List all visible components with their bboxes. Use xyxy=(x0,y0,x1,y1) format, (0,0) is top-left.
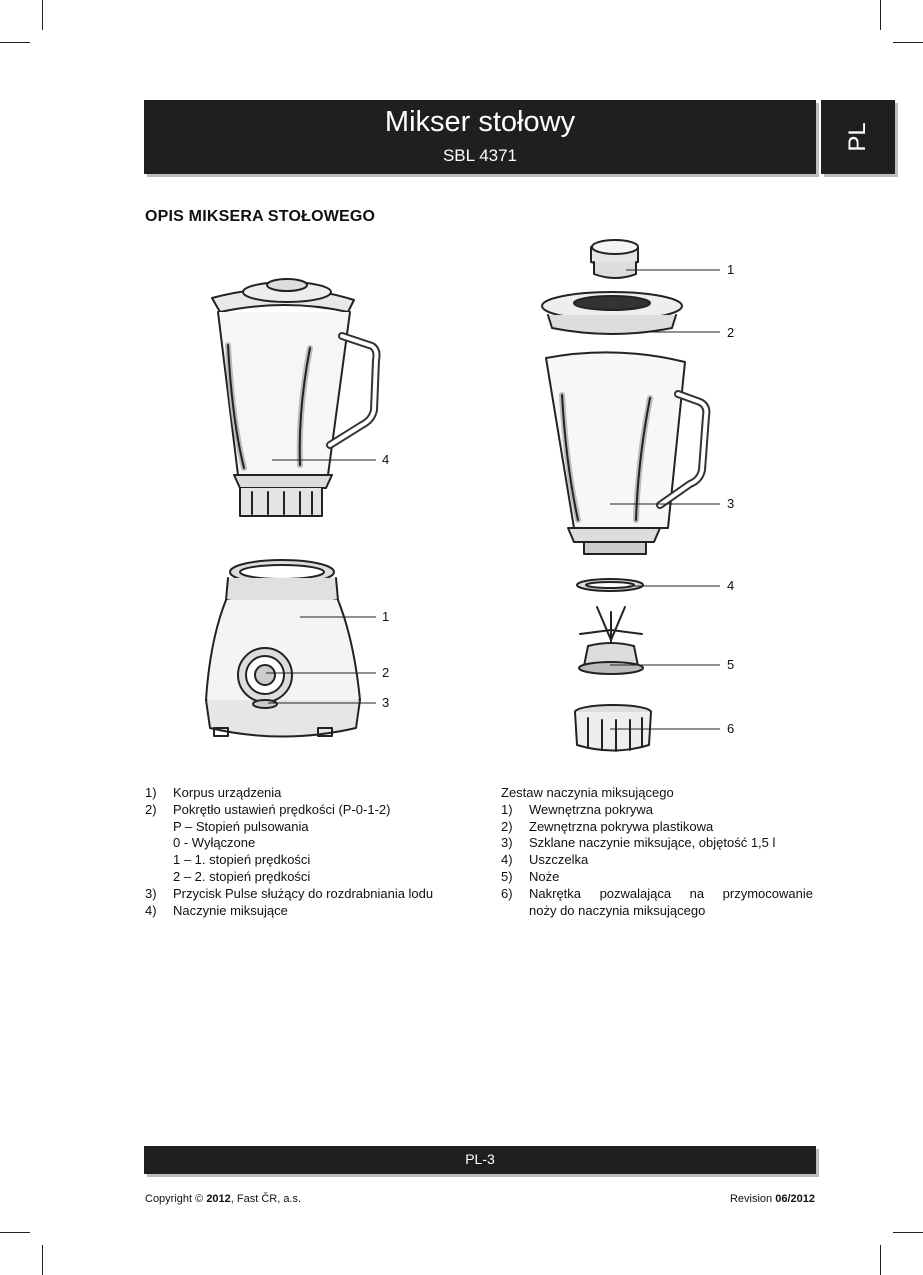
list-item: noży do naczynia miksującego xyxy=(529,902,706,918)
callout-left-1: 1 xyxy=(382,609,390,624)
list-item: 2) Zewnętrzna pokrywa plastikowa xyxy=(501,818,714,834)
crop-mark xyxy=(0,1232,30,1233)
callout-left-4: 4 xyxy=(382,452,390,467)
list-item: 4) Uszczelka xyxy=(501,852,589,868)
list-item: 1) Wewnętrzna pokrywa xyxy=(501,801,654,817)
list-item: 0 - Wyłączone xyxy=(173,835,256,851)
list-item: 1 – 1. stopień prędkości xyxy=(173,852,311,868)
callout-right-5: 5 xyxy=(727,657,735,672)
list-item: 3) Szklane naczynie miksujące, objętość 1,5 l xyxy=(501,835,776,851)
list-item: 2) Pokrętło ustawień prędkości (P-0-1-2) xyxy=(145,801,391,817)
list-item: P – Stopień pulsowania xyxy=(173,818,309,834)
callout-right-3: 3 xyxy=(727,496,735,511)
base-parts-list xyxy=(145,785,475,919)
callout-right-2: 2 xyxy=(727,325,735,340)
list-item: 5) Noże xyxy=(501,868,560,884)
callout-right-1: 1 xyxy=(727,262,735,277)
list-item: 1) Korpus urządzenia xyxy=(145,785,282,800)
copyright-notice: Copyright © 2012, Fast ČR, a.s. xyxy=(145,1193,302,1205)
language-code: PL xyxy=(844,122,871,152)
list-item: 3) Przycisk Pulse służący do rozdrabniania lodu xyxy=(145,885,434,901)
list-heading: Zestaw naczynia miksującego xyxy=(501,785,674,800)
section-title: OPIS MIKSERA STOŁOWEGO xyxy=(145,208,376,225)
callout-left-3: 3 xyxy=(382,695,390,710)
model-number: SBL 4371 xyxy=(442,146,518,165)
list-item: 2 – 2. stopień prędkości xyxy=(173,868,311,884)
revision-info: Revision 06/2012 xyxy=(729,1193,815,1205)
page-title: Mikser stołowy xyxy=(384,106,576,138)
callout-left-2: 2 xyxy=(382,665,390,680)
jar-set-list xyxy=(501,785,816,919)
crop-mark xyxy=(893,1232,923,1233)
list-item: 6) Nakrętka pozwalająca na przymocowanie xyxy=(501,885,813,901)
page-number: PL-3 xyxy=(465,1151,495,1167)
callout-right-6: 6 xyxy=(727,721,735,736)
crop-mark xyxy=(880,1245,881,1275)
list-item: 4) Naczynie miksujące xyxy=(145,902,288,918)
callout-right-4: 4 xyxy=(727,578,735,593)
footer-bar xyxy=(144,1146,816,1174)
crop-mark xyxy=(42,1245,43,1275)
